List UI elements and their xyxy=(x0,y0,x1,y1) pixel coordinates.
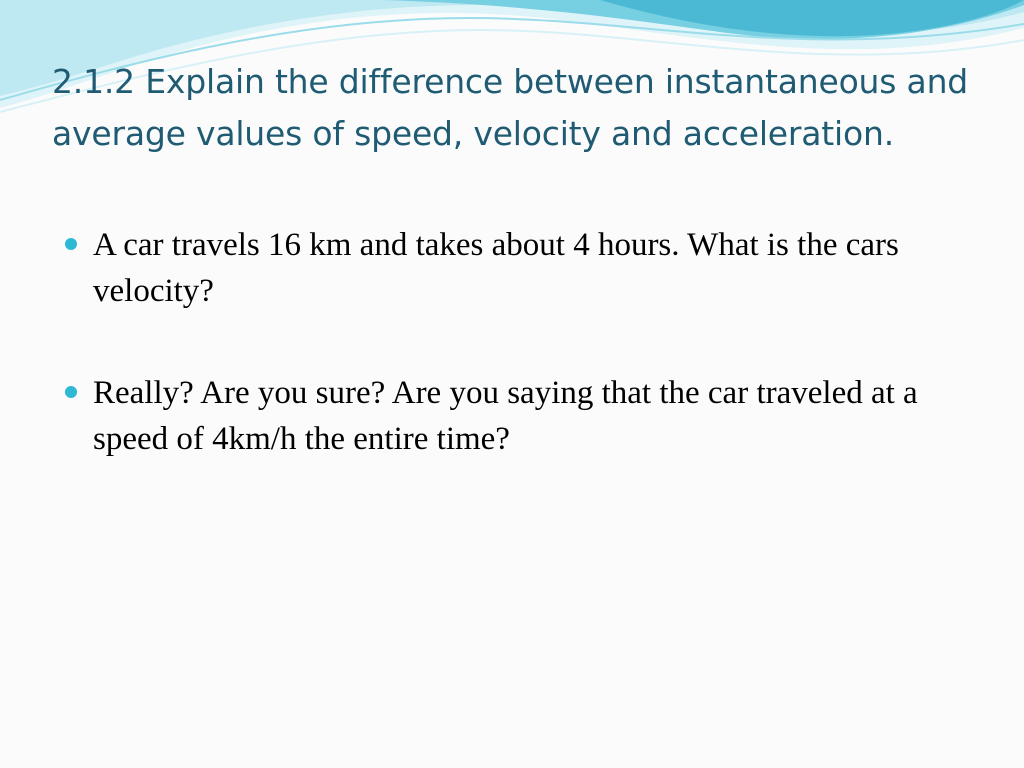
bullet-marker-icon xyxy=(65,386,77,398)
bullet-item xyxy=(58,370,958,462)
bullet-text: A car travels 16 km and takes about 4 hours. What is the cars velocity? xyxy=(93,227,899,309)
bullet-item xyxy=(58,222,958,314)
bullet-text: Really? Are you sure? Are you saying that the car traveled at a speed of 4km/h the entire time? xyxy=(93,375,918,457)
slide-title: 2.1.2 Explain the difference between instantaneous and average values of speed, velocity and acceleration. xyxy=(52,62,969,153)
bullet-list xyxy=(58,222,958,518)
bullet-marker-icon xyxy=(65,238,77,250)
